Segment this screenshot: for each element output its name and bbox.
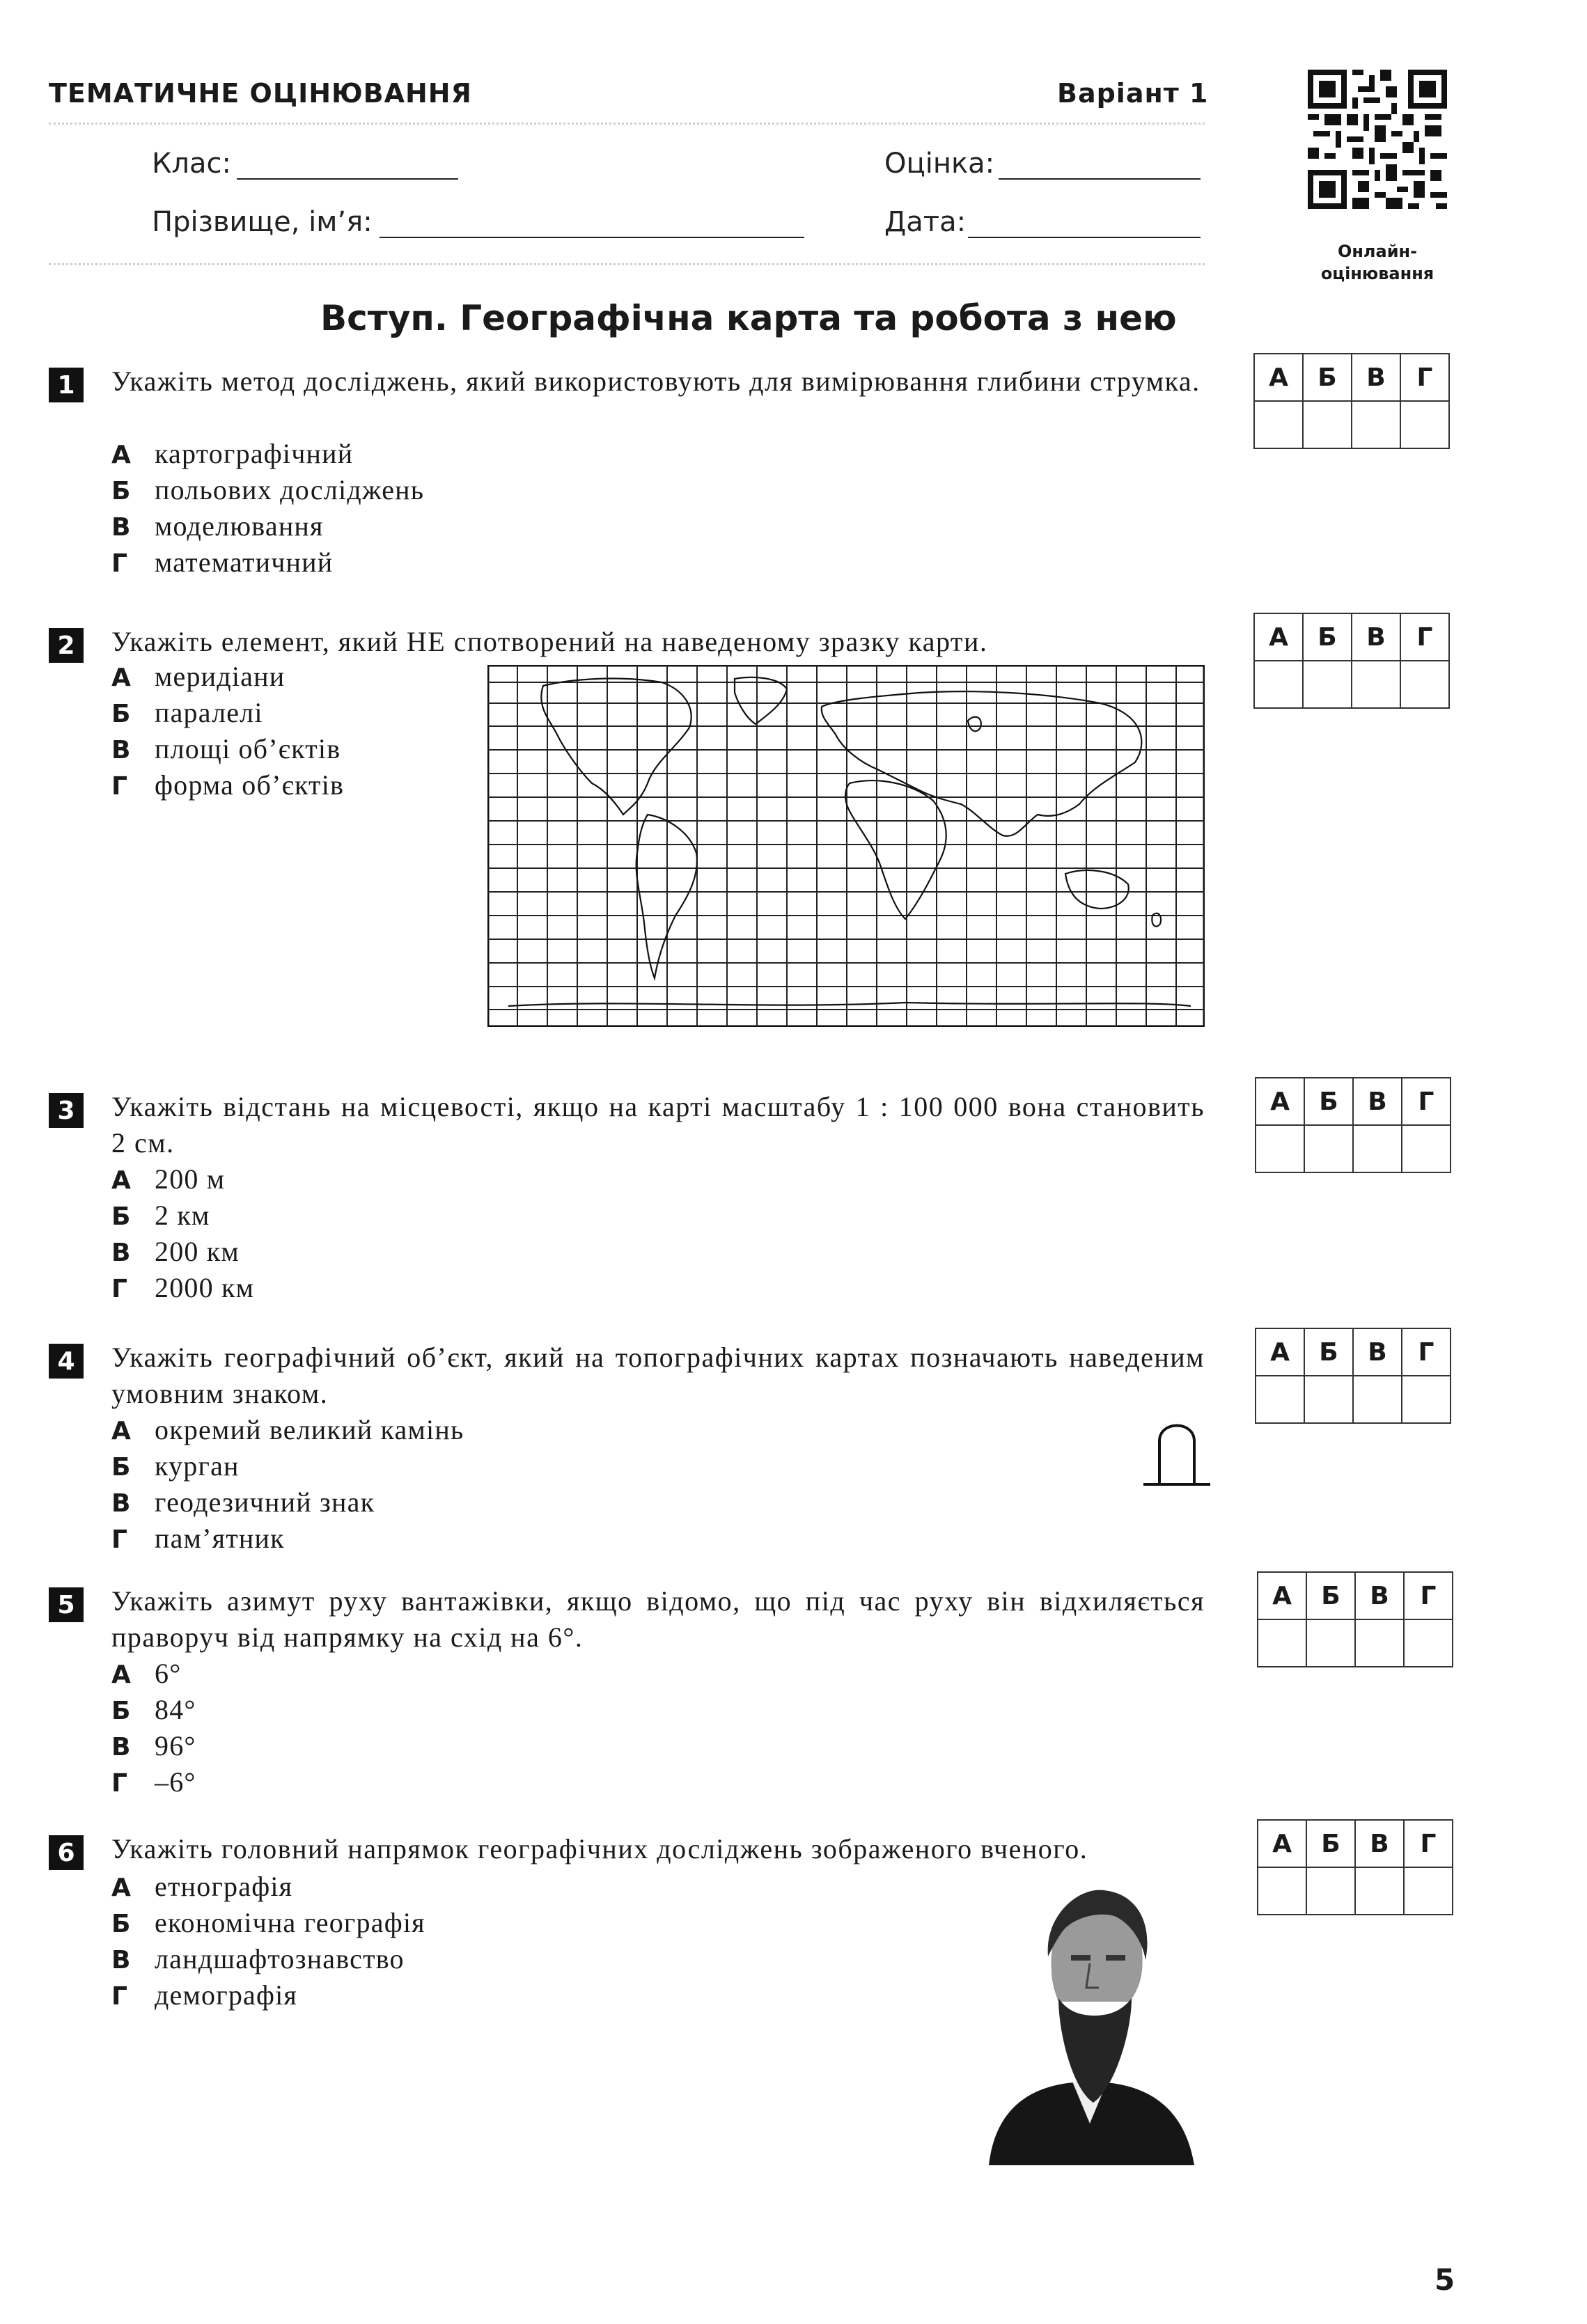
option-text: 200 км — [155, 1236, 240, 1267]
option-letter: В — [111, 736, 132, 764]
option-text: паралелі — [155, 697, 263, 728]
option-3d[interactable] — [111, 1271, 254, 1304]
option-2a[interactable] — [111, 660, 285, 693]
option-letter: Г — [111, 1769, 129, 1798]
option-letter: А — [111, 441, 132, 469]
option-letter: В — [111, 1239, 132, 1267]
answer-letter: А — [1254, 354, 1303, 401]
option-letter: В — [111, 1946, 132, 1974]
answer-grid-3 — [1255, 1077, 1451, 1173]
option-text: польових досліджень — [155, 474, 425, 505]
answer-cell[interactable] — [1355, 1867, 1404, 1915]
answer-cell[interactable] — [1306, 1867, 1355, 1915]
answer-letter: В — [1355, 1820, 1404, 1867]
option-letter: Б — [111, 1697, 132, 1725]
question-number-3: 3 — [49, 1093, 84, 1128]
option-text: демографія — [155, 1979, 298, 2011]
answer-letter: Б — [1306, 1572, 1355, 1619]
option-6c[interactable] — [111, 1942, 405, 1975]
option-letter: Г — [111, 1275, 129, 1303]
answer-cell[interactable] — [1303, 661, 1352, 708]
option-text: моделювання — [155, 510, 324, 542]
option-text: площі об’єктів — [155, 733, 341, 764]
option-letter: Г — [111, 1525, 129, 1554]
option-6d[interactable] — [111, 1979, 297, 2011]
answer-cell[interactable] — [1400, 401, 1449, 448]
variant-label: Варіант 1 — [1057, 78, 1209, 109]
map-symbol-icon — [1142, 1413, 1212, 1490]
answer-letter: А — [1258, 1820, 1306, 1867]
option-text: економічна географія — [155, 1907, 425, 1938]
name-label: Прізвище, ім’я: — [152, 206, 373, 238]
option-letter: А — [111, 664, 132, 692]
option-text: 6° — [155, 1658, 182, 1689]
answer-cell[interactable] — [1404, 1619, 1453, 1667]
option-letter: Б — [111, 700, 132, 728]
class-label: Клас: — [152, 148, 231, 180]
option-2d[interactable] — [111, 769, 344, 801]
option-letter: Б — [111, 1202, 132, 1231]
answer-cell[interactable] — [1254, 661, 1303, 708]
option-3b[interactable] — [111, 1199, 210, 1232]
question-number-5: 5 — [49, 1587, 84, 1622]
question-number-6: 6 — [49, 1835, 84, 1870]
grade-label: Оцінка: — [884, 148, 995, 180]
header-divider — [49, 123, 1205, 125]
option-text: меридіани — [155, 661, 286, 692]
option-text: 2000 км — [155, 1272, 255, 1303]
option-4a[interactable] — [111, 1413, 464, 1446]
option-letter: В — [111, 513, 132, 542]
answer-letter: Б — [1304, 1078, 1353, 1125]
option-letter: Б — [111, 1453, 132, 1482]
option-text: математичний — [155, 547, 334, 578]
answer-cell[interactable] — [1404, 1867, 1453, 1915]
answer-cell[interactable] — [1254, 401, 1303, 448]
answer-letter: Г — [1400, 354, 1449, 401]
qr-code-icon[interactable] — [1308, 70, 1447, 209]
grade-field[interactable] — [999, 178, 1201, 180]
option-text: –6° — [155, 1766, 196, 1798]
answer-cell[interactable] — [1258, 1619, 1306, 1667]
option-text: геодезичний знак — [155, 1486, 375, 1518]
answer-cell[interactable] — [1353, 1376, 1402, 1423]
option-text: 200 м — [155, 1163, 226, 1195]
option-letter: Г — [111, 772, 129, 801]
name-field[interactable] — [380, 237, 804, 238]
section-title: Вступ. Географічна карта та робота з нею — [320, 298, 1177, 338]
question-text-3: Укажіть відстань на місцевості, якщо на карті масштабу 1 : 100 000 вона становить 2 см. — [111, 1091, 1205, 1159]
answer-letter: Г — [1404, 1572, 1453, 1619]
option-1b[interactable] — [111, 473, 424, 506]
answer-letter: А — [1254, 613, 1303, 661]
answer-cell[interactable] — [1355, 1619, 1404, 1667]
date-field[interactable] — [968, 237, 1201, 238]
question-text-4: Укажіть географічний об’єкт, який на топографічних картах позначають наведеним умовним знаком. — [111, 1342, 1205, 1409]
option-text: пам’ятник — [155, 1523, 285, 1554]
option-5c[interactable] — [111, 1729, 196, 1762]
answer-grid-5 — [1257, 1571, 1453, 1667]
answer-letter: В — [1352, 613, 1400, 661]
class-field[interactable] — [237, 178, 458, 180]
answer-cell[interactable] — [1352, 661, 1400, 708]
option-text: 84° — [155, 1694, 196, 1725]
option-text: окремий великий камінь — [155, 1414, 464, 1445]
option-1d[interactable] — [111, 546, 333, 579]
option-1c[interactable] — [111, 510, 324, 542]
option-letter: А — [111, 1874, 132, 1902]
question-text-1: Укажіть метод досліджень, який використовують для вимірювання глибини струмка. — [111, 366, 1201, 397]
answer-cell[interactable] — [1306, 1619, 1355, 1667]
answer-cell[interactable] — [1304, 1125, 1353, 1172]
answer-letter: Г — [1404, 1820, 1453, 1867]
answer-cell[interactable] — [1303, 401, 1352, 448]
answer-letter: В — [1352, 354, 1400, 401]
answer-letter: Г — [1400, 613, 1449, 661]
option-3c[interactable] — [111, 1235, 240, 1268]
answer-grid-1 — [1253, 353, 1450, 449]
option-letter: Б — [111, 1910, 132, 1938]
answer-letter: В — [1353, 1328, 1402, 1376]
worksheet-title: ТЕМАТИЧНЕ ОЦІНЮВАННЯ — [49, 78, 472, 109]
answer-letter: Г — [1402, 1078, 1451, 1125]
answer-letter: Б — [1303, 613, 1352, 661]
answer-cell[interactable] — [1402, 1125, 1451, 1172]
qr-caption: Онлайн-оцінювання — [1320, 242, 1434, 283]
date-label: Дата: — [884, 206, 967, 238]
question-text-2: Укажіть елемент, який НЕ спотворений на наведеному зразку карти. — [111, 626, 988, 657]
question-number-4: 4 — [49, 1344, 84, 1379]
option-2b[interactable] — [111, 696, 263, 729]
answer-cell[interactable] — [1304, 1376, 1353, 1423]
option-letter: В — [111, 1733, 132, 1761]
world-map-grid — [487, 665, 1205, 1027]
answer-cell[interactable] — [1258, 1867, 1306, 1915]
answer-grid-4 — [1255, 1328, 1451, 1424]
option-letter: Г — [111, 1982, 129, 2011]
fields-divider — [49, 263, 1205, 265]
question-number-1: 1 — [49, 368, 84, 402]
option-text: курган — [155, 1450, 240, 1482]
question-number-2: 2 — [49, 628, 84, 663]
answer-cell[interactable] — [1353, 1125, 1402, 1172]
answer-letter: Г — [1402, 1328, 1451, 1376]
option-5a[interactable] — [111, 1657, 181, 1690]
option-letter: А — [111, 1417, 132, 1445]
question-text-6: Укажіть головний напрямок географічних досліджень зображеного вченого. — [111, 1833, 1088, 1864]
answer-cell[interactable] — [1402, 1376, 1451, 1423]
option-text: етнографія — [155, 1871, 293, 1902]
answer-letter: А — [1258, 1572, 1306, 1619]
answer-letter: Б — [1304, 1328, 1353, 1376]
option-text: форма об’єктів — [155, 769, 345, 801]
answer-cell[interactable] — [1256, 1376, 1304, 1423]
option-6a[interactable] — [111, 1870, 292, 1903]
option-letter: А — [111, 1660, 132, 1689]
option-5b[interactable] — [111, 1693, 196, 1726]
option-1a[interactable] — [111, 437, 353, 470]
option-5d[interactable] — [111, 1766, 196, 1798]
option-6b[interactable] — [111, 1906, 425, 1939]
page-number: 5 — [1434, 2263, 1455, 2297]
answer-letter: В — [1355, 1572, 1404, 1619]
option-4d[interactable] — [111, 1522, 285, 1555]
answer-letter: Б — [1303, 354, 1352, 401]
option-letter: Г — [111, 549, 129, 578]
answer-cell[interactable] — [1256, 1125, 1304, 1172]
option-4b[interactable] — [111, 1450, 240, 1482]
answer-letter: А — [1256, 1328, 1304, 1376]
option-text: картографічний — [155, 438, 354, 469]
answer-cell[interactable] — [1352, 401, 1400, 448]
answer-letter: В — [1353, 1078, 1402, 1125]
answer-letter: Б — [1306, 1820, 1355, 1867]
scientist-portrait — [975, 1873, 1205, 2165]
question-text-5: Укажіть азимут руху вантажівки, якщо відомо, що під час руху він відхиляється праворуч від напрямку на схід на 6°. — [111, 1585, 1205, 1653]
option-4c[interactable] — [111, 1486, 375, 1518]
option-3a[interactable] — [111, 1163, 225, 1195]
answer-grid-6 — [1257, 1819, 1453, 1915]
option-letter: Б — [111, 477, 132, 505]
option-text: ландшафтознавство — [155, 1943, 405, 1974]
answer-letter: А — [1256, 1078, 1304, 1125]
answer-cell[interactable] — [1400, 661, 1449, 708]
answer-grid-2 — [1253, 613, 1450, 709]
option-letter: В — [111, 1489, 132, 1518]
option-text: 2 км — [155, 1200, 210, 1231]
option-2c[interactable] — [111, 732, 341, 765]
option-letter: А — [111, 1166, 132, 1195]
option-text: 96° — [155, 1730, 196, 1761]
